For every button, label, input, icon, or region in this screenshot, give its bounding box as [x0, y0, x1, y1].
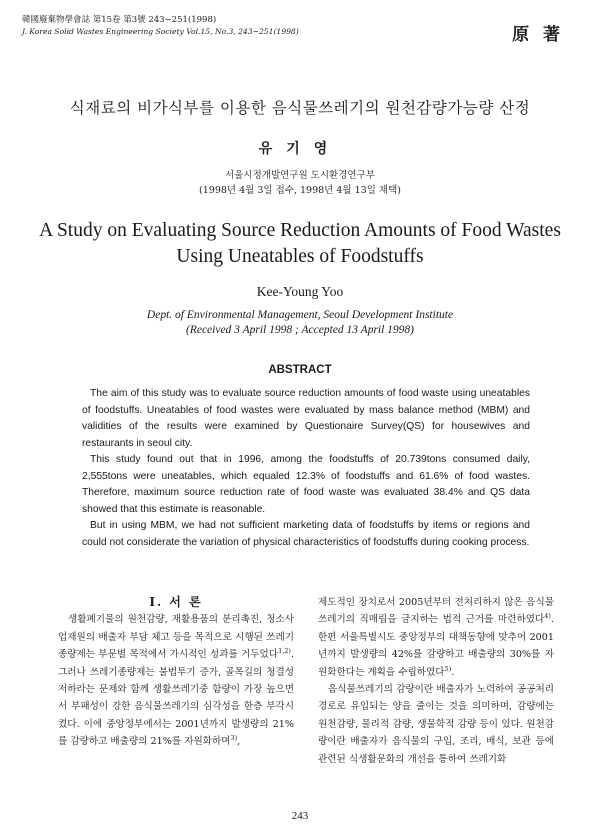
intro-text-b: . 그러나 쓰레기종량제는 불법투기 증가, 골목길의 청결성 저하라는 문제와 함께 생활쓰레기중 함량이 가장 높으면서 부패성이 강한 음식물쓰레기의 심각성을 한층 부각시켰다. 이에 중앙정부에서는 2001년까지 발생량의 21%를 감량하고 배출량의 21%를 자원화하며 [58, 649, 294, 748]
intro-paragraph-1-continued [318, 594, 554, 681]
dates-korean: (1998년 4월 3일 접수, 1998년 4월 13일 채택) [199, 185, 401, 196]
journal-citation-ko: 韓國廢棄物學會誌 第15卷 第3號 243~251(1998) [22, 15, 217, 25]
affiliation-english-block [0, 308, 600, 338]
intro-cont-text-b: . 한편 서울특별시도 중앙정부의 대책동향에 맞추어 2001년까지 발생량의 42%를 감량하고 배출량의 30%를 자원화한다는 계획을 수립하였다 [318, 614, 554, 678]
intro-paragraph-1 [58, 611, 294, 750]
journal-citation-en: J. Korea Solid Wastes Engineering Society Vol.15, No.3, 243~251(1998) [22, 27, 299, 36]
right-column [318, 594, 554, 768]
title-english-line2: Using Uneatables of Foodstuffs [176, 246, 424, 267]
citation-ref-5: 5) [444, 664, 452, 673]
journal-header [22, 14, 542, 38]
affiliation-korean: 서울시정개발연구원 도시환경연구부 [225, 170, 375, 181]
abstract-paragraph-1: The aim of this study was to evaluate source reduction amounts of food waste using uneatables of foodstuffs. Uneatables of food wastes were evaluated by mass balance method (MBM) and validities of the results were examined by Questionaire Survey(QS) for housewives and restaurants in seoul city. [82, 388, 530, 449]
intro-cont-text-a: 제도적인 장치로서 2005년부터 전처리하지 않은 음식물쓰레기의 직매립을 금지하는 법적 근거를 마련하였다 [318, 597, 554, 626]
abstract-heading: ABSTRACT [268, 364, 332, 376]
intro-text-a: 생활폐기물의 원천감량, 재활용품의 분리촉진, 청소사업재원의 배출자 부담 체고 등을 목적으로 시행된 쓰레기종량제는 부문별 목적에서 가시적인 성과를 거두었다 [58, 614, 294, 661]
author-korean: 유기영 [258, 141, 342, 157]
title-english-line1: A Study on Evaluating Source Reduction Amounts of Food Wastes [39, 220, 561, 241]
intro-text-c: , [237, 736, 241, 748]
abstract-paragraph-3: But in using MBM, we had not sufficient marketing data of foodstuffs by items or regions and could not considerate the variation of physical characteristics of foodstuffs during cooking process. [82, 520, 530, 548]
affiliation-english: Dept. of Environmental Management, Seoul Development Institute [146, 309, 454, 321]
left-column [58, 594, 294, 751]
abstract-body [82, 386, 530, 551]
citation-ref-4: 4) [544, 612, 551, 621]
title-english [30, 218, 570, 270]
citation-ref-3: 3) [230, 734, 238, 743]
title-korean: 식재료의 비가식부를 이용한 음식물쓰레기의 원천감량가능량 산정 [69, 99, 531, 117]
intro-paragraph-2: 음식물쓰레기의 감량이란 배출자가 노력하여 공공처리경로로 유입되는 양을 줄이는 것을 의미하며, 감량에는 원천감량, 물리적 감량, 생물학적 감량 등이 있다. 원천감량이란 배출자가 음식물의 구입, 조리, 배식, 보관 등에 관련된 식생활문화의 개선을 통하여 쓰레기화 [318, 684, 554, 765]
section-heading-introduction: Ⅰ. 서 론 [149, 595, 203, 609]
dates-english: (Received 3 April 1998 ; Accepted 13 April 1998) [185, 324, 415, 336]
article-type-mark: 原 著 [512, 25, 564, 45]
intro-cont-text-c: . [451, 666, 455, 678]
page-number: 243 [291, 810, 309, 822]
affiliation-korean-block [0, 168, 600, 198]
abstract-paragraph-2: This study found out that in 1996, among the foodstuffs of 20.739tons consumed daily, 2,555tons were uneatables, which equaled 12.3% of foodstuffs and 61.6% of food wastes. Therefore, maximum source reduction rate of food waste was evaluated 38.4% and QS data showed that this estimate is reasonable. [82, 454, 530, 515]
citation-ref-1-2: 1,2) [278, 647, 291, 656]
author-english: Kee-Young Yoo [256, 284, 344, 299]
